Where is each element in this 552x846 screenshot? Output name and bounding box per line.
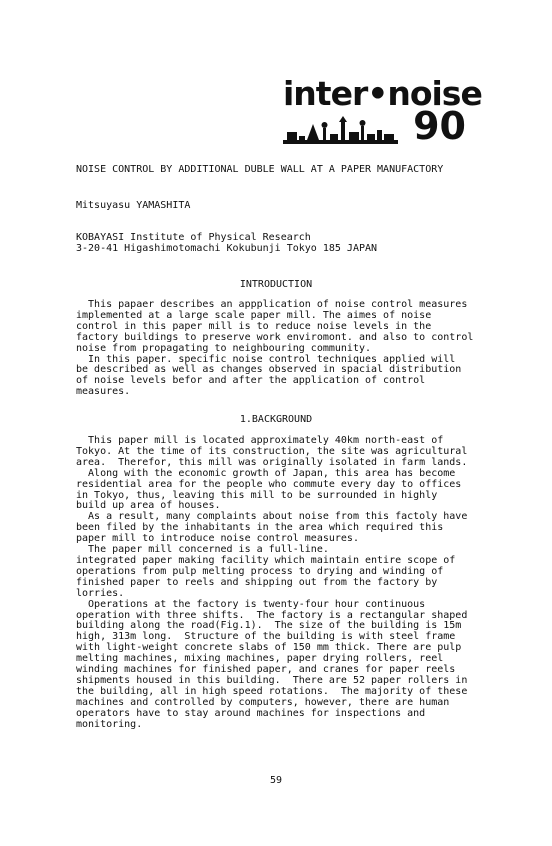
text-line: melting machines, mixing machines, paper drying rollers, reel [76,653,444,665]
author-name: Mitsuyasu YAMASHITA [76,200,191,211]
text-line: As a result, many complaints about noise from this factoly have [76,511,468,523]
skyline-icon [283,114,398,144]
text-line: This paper mill is located approximately 40km north-east of [76,435,444,446]
affiliation-institute: KOBAYASI Institute of Physical Research [76,232,311,243]
text-line: factory buildings to preserve work enviromont. and also to control [76,331,474,343]
text-line: Along with the economic growth of Japan, this area has become [76,467,456,479]
text-line: been filed by the inhabitants in the area which required this [76,522,444,534]
section-heading-introduction: INTRODUCTION [239,279,313,290]
text-line: machines and controlled by computers, however, there are human [76,696,450,708]
introduction-paragraph [76,300,486,398]
text-line: measures. [76,386,131,398]
text-line: area. Therefor, this mill was originally isolated in farm lands. [76,456,468,468]
page-number: 59 [269,775,283,786]
background-paragraph [76,436,486,730]
text-line: integrated paper making facility which maintain entire scope of [76,554,456,566]
text-line: high, 313m long. Structure of the building is with steel frame [76,631,456,643]
text-line: shipments housed in this building. There are 52 paper rollers in [76,674,468,686]
text-line: In this paper. specific noise control techniques applied will [76,353,456,365]
text-line: with light-weight concrete slabs of 150 mm thick. There are pulp [76,642,462,654]
text-line: finished paper to reels and shipping out from the factory by [76,576,438,588]
text-line: Operations at the factory is twenty-four hour continuous [76,598,426,610]
text-line: building along the road(Fig.1). The size of the building is 15m [76,620,462,632]
logo-wordmark: inter•noise [283,74,482,113]
text-line: the building, all in high speed rotations. The majority of these [76,685,468,697]
text-line: paper mill to introduce noise control measures. [76,533,359,545]
text-line: in Tokyo, thus, leaving this mill to be surrounded in highly [76,489,438,501]
text-line: noise from propagating to neighbouring community. [76,342,372,354]
text-line: be described as well as changes observed in spacial distribution [76,364,462,376]
text-line: control in this paper mill is to reduce noise levels in the [76,320,432,332]
text-line: operators have to stay around machines for inspections and [76,707,426,719]
text-line: The paper mill concerned is a full-line. [76,544,329,556]
text-line: winding machines for finished paper, and cranes for paper reels [76,664,456,676]
logo-year: 90 [413,104,466,148]
text-line: Tokyo. At the time of its construction, the site was agricultural [76,445,468,457]
text-line: monitoring. [76,718,143,730]
text-line: operation with three shifts. The factory is a rectangular shaped [76,609,468,621]
text-line: operations from pulp melting process to drying and winding of [76,565,444,577]
text-line: This papaer describes an appplication of noise control measures [76,299,468,310]
text-line: implemented at a large scale paper mill. The aimes of noise [76,309,432,321]
conference-logo [283,74,482,148]
section-heading-background: 1.BACKGROUND [239,414,313,425]
text-line: of noise levels befor and after the application of control [76,375,426,387]
affiliation-address: 3-20-41 Higashimotomachi Kokubunji Tokyo 185 JAPAN [76,243,378,254]
text-line: lorries. [76,587,125,599]
text-line: build up area of houses. [76,500,221,512]
text-line: residential area for the people who commute every day to offices [76,478,462,490]
paper-title: NOISE CONTROL BY ADDITIONAL DUBLE WALL AT A PAPER MANUFACTORY [76,164,444,175]
